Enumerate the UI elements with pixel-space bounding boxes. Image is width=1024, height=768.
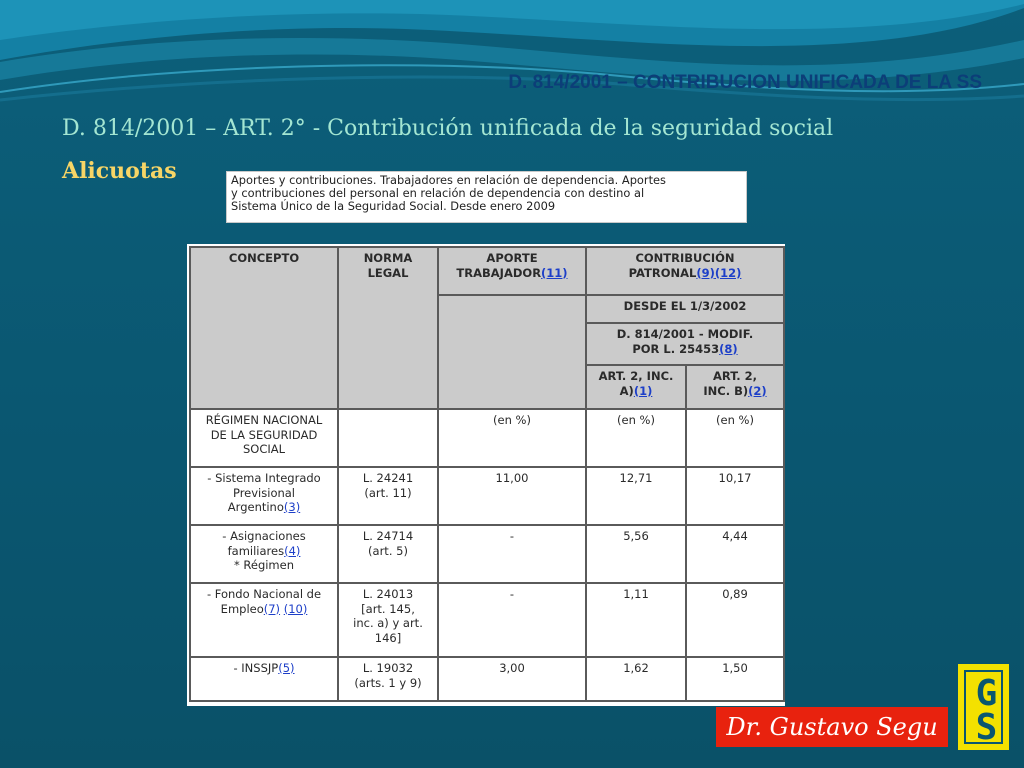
table-row (190, 583, 784, 657)
note-line: y contribuciones del personal en relación de dependencia con destino al (231, 186, 645, 200)
footnote-link[interactable]: (9) (696, 265, 715, 280)
cell-concepto: - INSSJP(5) (190, 657, 338, 701)
cell-norma: L. 24241 (art. 11) (338, 467, 438, 525)
cell-norma: L. 24714 (art. 5) (338, 525, 438, 583)
header-norma-legal: NORMA LEGAL (338, 247, 438, 409)
cell-inciso-a: 1,11 (586, 583, 686, 657)
note-line: Sistema Único de la Seguridad Social. Desde enero 2009 (231, 199, 556, 213)
table-row (190, 467, 784, 525)
cell-inciso-a: 5,56 (586, 525, 686, 583)
header-inciso-b: ART. 2, INC. B)(2) (686, 365, 784, 409)
header-concepto: CONCEPTO (190, 247, 338, 409)
logo-frame (964, 670, 1003, 748)
cell-concepto: - Asignaciones familiares(4) * Régimen (190, 525, 338, 583)
cell-inciso-b: 10,17 (686, 467, 784, 525)
logo-letter-g: G (975, 673, 998, 714)
header-inciso-a: ART. 2, INC. A)(1) (586, 365, 686, 409)
rates-table-frame (187, 244, 785, 706)
footnote-link[interactable]: (10) (283, 601, 308, 616)
header-title: D. 814/2001 – CONTRIBUCION UNIFICADA DE LA SS (508, 72, 982, 93)
cell-inciso-b: (en %) (686, 409, 784, 467)
header-decreto-modif: D. 814/2001 - MODIF. POR L. 25453(8) (586, 323, 784, 365)
cell-concepto: RÉGIMEN NACIONAL DE LA SEGURIDAD SOCIAL (190, 409, 338, 467)
cell-norma: L. 24013 [art. 145, inc. a) y art. 146] (338, 583, 438, 657)
cell-norma (338, 409, 438, 467)
footnote-link[interactable]: (2) (748, 383, 767, 398)
author-signature-banner: Dr. Gustavo Segu (716, 707, 948, 747)
footnote-link[interactable]: (8) (719, 341, 738, 356)
footnote-link[interactable]: (11) (541, 265, 568, 280)
footnote-link[interactable]: (1) (633, 383, 653, 398)
table-row (190, 409, 784, 467)
logo-letter-s: S (975, 707, 998, 748)
cell-inciso-a: 12,71 (586, 467, 686, 525)
footnote-link[interactable]: (12) (714, 265, 742, 280)
footnote-link[interactable]: (3) (283, 500, 301, 514)
table-row (190, 525, 784, 583)
footnote-link[interactable]: (4) (284, 543, 301, 558)
note-line: Aportes y contribuciones. Trabajadores en relación de dependencia. Aportes (231, 173, 666, 187)
cell-aporte: 3,00 (438, 657, 586, 701)
header-desde: DESDE EL 1/3/2002 (586, 295, 784, 323)
header-contribucion-patronal: CONTRIBUCIÓN PATRONAL(9)(12) (586, 247, 784, 295)
footnote-link[interactable]: (7) (263, 601, 281, 616)
cell-inciso-b: 0,89 (686, 583, 784, 657)
cell-aporte: (en %) (438, 409, 586, 467)
cell-concepto: - Sistema Integrado Previsional Argentino(3) (190, 467, 338, 525)
header-aporte-trabajador: APORTE TRABAJADOR(11) (438, 247, 586, 295)
cell-aporte: - (438, 525, 586, 583)
header-blank (438, 295, 586, 409)
cell-inciso-a: 1,62 (586, 657, 686, 701)
cell-inciso-b: 4,44 (686, 525, 784, 583)
slide-subheading: Alicuotas (62, 158, 177, 184)
table-row (190, 657, 784, 701)
cell-norma: L. 19032 (arts. 1 y 9) (338, 657, 438, 701)
table-header-row (190, 247, 784, 295)
rates-table (189, 246, 785, 702)
gs-logo (958, 664, 1009, 750)
description-note (226, 171, 747, 223)
cell-concepto: - Fondo Nacional de Empleo(7) (10) (190, 583, 338, 657)
footnote-link[interactable]: (5) (278, 661, 295, 675)
slide-heading: D. 814/2001 – ART. 2° - Contribución unificada de la seguridad social (62, 116, 834, 141)
cell-inciso-a: (en %) (586, 409, 686, 467)
cell-aporte: 11,00 (438, 467, 586, 525)
cell-aporte: - (438, 583, 586, 657)
cell-inciso-b: 1,50 (686, 657, 784, 701)
